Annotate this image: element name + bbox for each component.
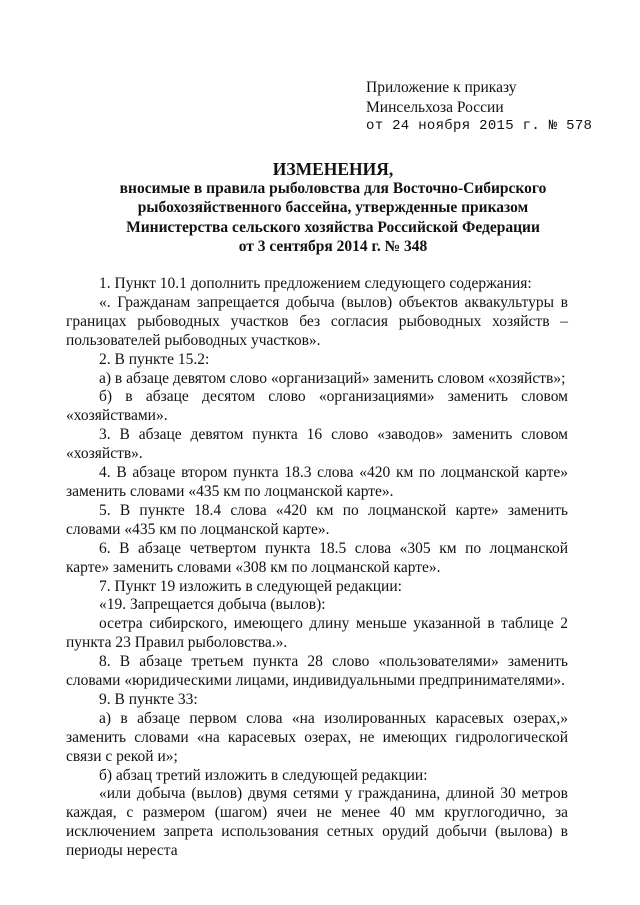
paragraph: «. Гражданам запрещается добыча (вылов) объектов аквакультуры в границах рыбоводных участков без согласия рыбоводных хозяйств – пользователей рыбоводных участков». <box>66 293 568 349</box>
paragraph: 5. В пункте 18.4 слова «420 км по лоцманской карте» заменить словами «435 км по лоцманской карте». <box>66 501 568 538</box>
title-line-1: вносимые в правила рыболовства для Восточно-Сибирского <box>119 180 547 198</box>
paragraph: 2. В пункте 15.2: <box>99 350 210 368</box>
paragraph: 6. В абзаце четвертом пункта 18.5 слова «305 км по лоцманской карте» заменить словами «308 км по лоцманской карте». <box>66 539 568 576</box>
document-title <box>80 160 586 256</box>
appendix-header <box>366 78 592 137</box>
paragraph: 3. В абзаце девятом пункта 16 слово «заводов» заменить словом «хозяйств». <box>66 426 568 463</box>
appendix-line-2: Минсельхоза России <box>366 98 504 116</box>
appendix-line-1: Приложение к приказу <box>366 79 517 96</box>
paragraph: «или добыча (вылов) двумя сетями у гражданина, длиной 30 метров каждая, с размером (шагом) ячеи не менее 40 мм круглогодично, за исключением запрета использования сетных орудий добычи (вылова) в периоды нереста <box>66 785 568 860</box>
paragraph: б) в абзаце десятом слово «организациями» заменить словом «хозяйствами». <box>66 388 568 425</box>
document-body <box>66 275 568 861</box>
title-line-4: от 3 сентября 2014 г. № 348 <box>238 237 428 255</box>
paragraph: а) в абзаце первом слова «на изолированных карасевых озерах,» заменить словами «на карасевых озерах, не имеющих гидрологической связи с рекой и»; <box>66 709 568 765</box>
paragraph: а) в абзаце девятом слово «организаций» заменить словом «хозяйств»; <box>99 369 566 387</box>
title-main: ИЗМЕНЕНИЯ, <box>272 159 394 179</box>
title-line-2: рыбохозяйственного бассейна, утвержденные приказом <box>137 199 529 217</box>
paragraph: осетра сибирского, имеющего длину меньше указанной в таблице 2 пункта 23 Правил рыболовства.». <box>66 615 568 652</box>
paragraph: 1. Пункт 10.1 дополнить предложением следующего содержания: <box>99 275 532 292</box>
paragraph: 7. Пункт 19 изложить в следующей редакции: <box>99 577 402 595</box>
paragraph: 8. В абзаце третьем пункта 28 слово «пользователями» заменить словами «юридическими лицами, индивидуальными предпринимателями». <box>66 653 568 690</box>
paragraph: 4. В абзаце втором пункта 18.3 слова «420 км по лоцманской карте» заменить словами «435 км по лоцманской карте». <box>66 464 568 500</box>
title-line-3: Министерства сельского хозяйства Российской Федерации <box>126 218 540 236</box>
paragraph: б) абзац третий изложить в следующей редакции: <box>99 766 428 784</box>
paragraph: «19. Запрещается добыча (вылов): <box>99 596 326 614</box>
appendix-order-line: от 24 ноября 2015 г. № 578 <box>366 118 593 134</box>
paragraph: 9. В пункте 33: <box>99 690 198 708</box>
